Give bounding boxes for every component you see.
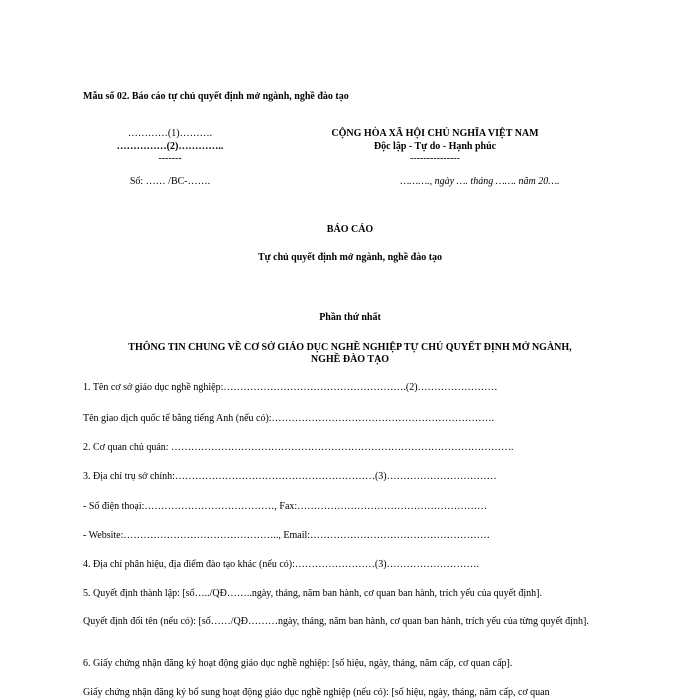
country-name: CỘNG HÒA XÃ HỘI CHỦ NGHĨA VIỆT NAM: [331, 128, 539, 139]
report-title: BÁO CÁO: [326, 224, 374, 235]
agency-line-2: ……………(2)…………..: [116, 141, 224, 152]
item-supplementary-certificate: Giấy chứng nhận đăng ký bổ sung hoạt động giáo dục nghề nghiệp (nếu có): [số hiệu, ngày, tháng, năm cấp, cơ quan: [83, 687, 550, 698]
item-governing-body: 2. Cơ quan chủ quản: ………………………………………………………………………………………….: [83, 442, 514, 453]
motto-separator: ---------------: [410, 153, 460, 164]
agency-line-1: …………(1)……….: [127, 128, 213, 139]
item-establishment-decision: 5. Quyết định thành lập: [số…../QĐ……..ngày, tháng, năm ban hành, cơ quan ban hành, trích yếu của quyết định].: [83, 588, 542, 599]
item-website-email: - Website:……………………………………….., Email:………………………………………………: [83, 530, 491, 541]
item-english-name: Tên giao dịch quốc tế bằng tiếng Anh (nếu có):………………………………………………………….: [83, 413, 495, 424]
item-school-name: 1. Tên cơ sở giáo dục nghề nghiệp:……………………………………………….(2)……………………: [83, 382, 498, 393]
part-title-line-2: NGHỀ ĐÀO TẠO: [310, 354, 390, 365]
part-title-line-1: THÔNG TIN CHUNG VỀ CƠ SỞ GIÁO DỤC NGHỀ NGHIỆP TỰ CHỦ QUYẾT ĐỊNH MỞ NGÀNH,: [128, 342, 572, 353]
report-number: Số: …… /BC-…….: [129, 176, 211, 187]
item-registration-certificate: 6. Giấy chứng nhận đăng ký hoạt động giáo dục nghề nghiệp: [số hiệu, ngày, tháng, năm cấp, cơ quan cấp].: [83, 658, 513, 669]
report-subtitle: Tự chủ quyết định mở ngành, nghề đào tạo: [257, 252, 443, 263]
national-motto: Độc lập - Tự do - Hạnh phúc: [373, 141, 497, 152]
item-headquarters: 3. Địa chỉ trụ sở chính:……………………………………………………(3)……………………………: [83, 471, 497, 482]
report-date: ………., ngày …. tháng ……. năm 20….: [400, 176, 560, 187]
form-title: Mẫu số 02. Báo cáo tự chủ quyết định mở ngành, nghề đào tạo: [83, 91, 349, 102]
item-phone-fax: - Số điện thoại:…………………………………, Fax:…………………………………………………: [83, 501, 488, 512]
item-rename-decision: Quyết định đổi tên (nếu có): [số……/QĐ………ngày, tháng, năm ban hành, cơ quan ban hành, trích yếu của từng quyết định].: [83, 616, 589, 627]
part-label: Phần thứ nhất: [319, 312, 381, 323]
item-branch-address: 4. Địa chỉ phân hiệu, địa điểm đào tạo khác (nếu có):……………………(3)……………………….: [83, 559, 480, 570]
agency-separator: -------: [158, 153, 182, 164]
